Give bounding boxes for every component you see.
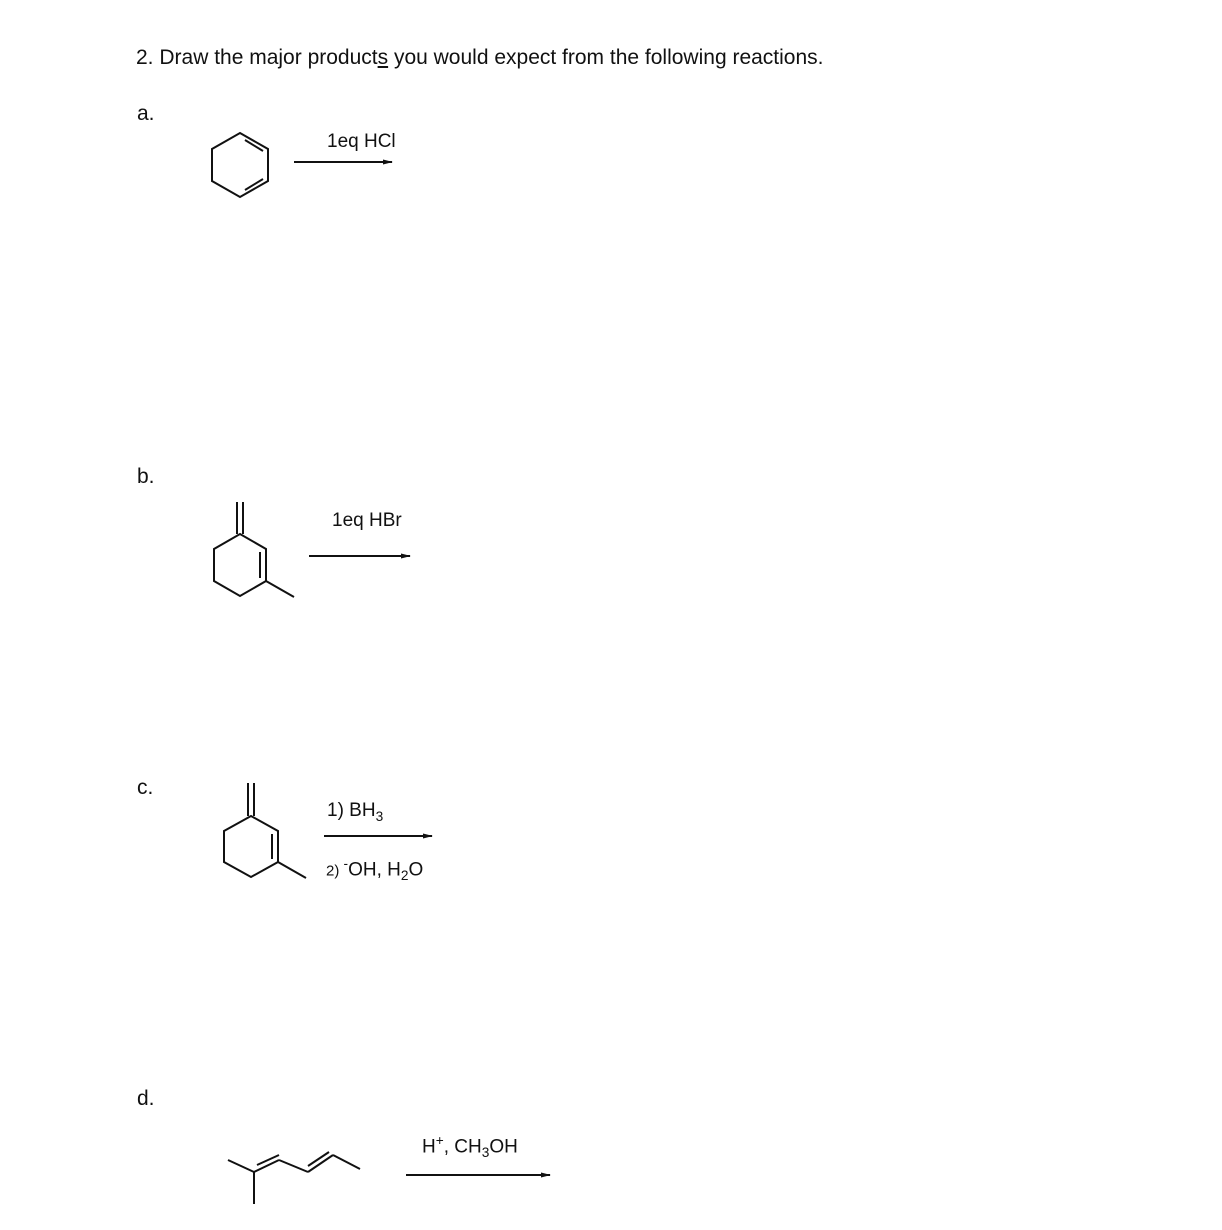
reaction-c-label: c. — [137, 776, 154, 799]
question-title: 2. Draw the major products you would expect from the following reactions. — [136, 46, 824, 69]
question-rest: you would expect from the following reactions. — [388, 46, 824, 69]
reaction-d-label: d. — [137, 1087, 155, 1110]
methylpentadiene-structure — [228, 1152, 360, 1204]
reaction-d-reagent: H+, $CH_3OH$ — [422, 1133, 518, 1161]
reaction-a-reagent: 1eq HCl — [327, 131, 396, 152]
methylenecyclohexene-b-structure — [214, 502, 294, 597]
reaction-c-step1: 1) $BH_3$ — [327, 800, 384, 824]
reaction-b-reagent: 1eq HBr — [332, 510, 402, 531]
cyclohexene-structure — [212, 133, 268, 197]
reaction-a-label: a. — [137, 102, 155, 125]
reaction-c-step2: 2) -OH, $H_2O$ — [326, 856, 424, 884]
question-word-products: products — [307, 46, 389, 69]
question-number: 2. — [136, 46, 154, 69]
methylenecyclohexene-c-structure — [224, 783, 306, 878]
reaction-b-label: b. — [137, 465, 155, 488]
